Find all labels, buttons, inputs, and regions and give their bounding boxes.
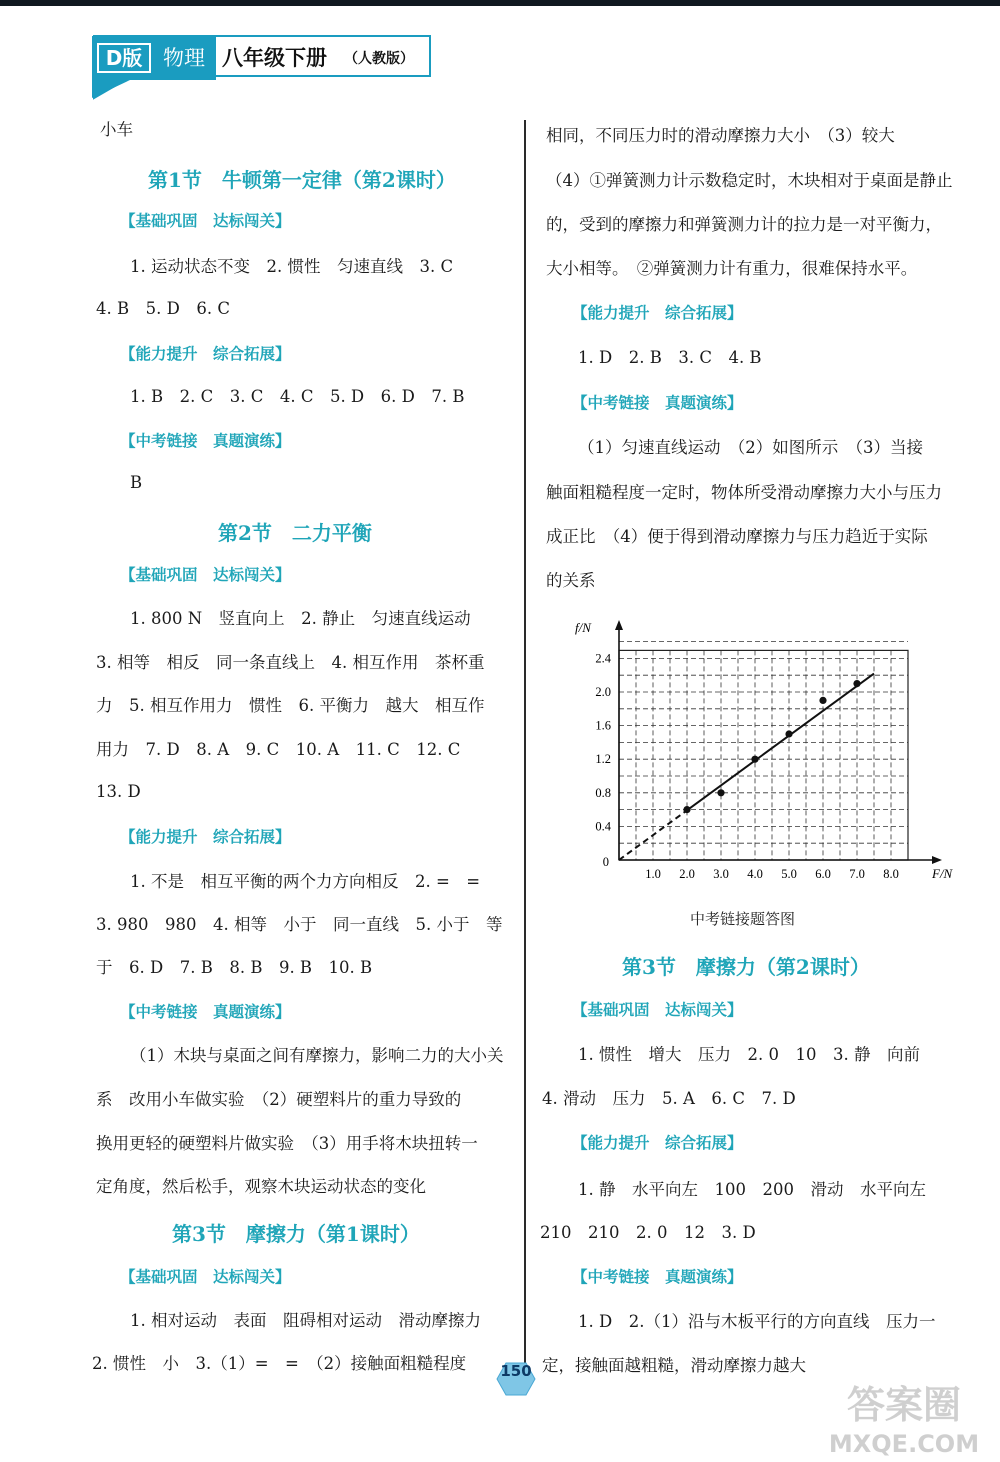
- section-heading: 第2节 二力平衡: [218, 521, 372, 545]
- y-tick-label: 1.6: [595, 718, 611, 733]
- answer-line: 的关系: [546, 571, 596, 590]
- y-axis-arrow: [615, 620, 623, 630]
- answer-line: 定，接触面越粗糙，滑动摩擦力越大: [542, 1356, 806, 1375]
- data-point: [819, 697, 826, 704]
- answer-line: 210 210 2. 0 12 3. D: [540, 1223, 756, 1242]
- x-tick-label: 5.0: [781, 867, 797, 881]
- answer-line: B: [130, 473, 143, 492]
- answer-line: 1. D 2. B 3. C 4. B: [578, 348, 762, 367]
- answer-line: 系 改用小车做实验 （2）硬塑料片的重力导致的: [96, 1090, 462, 1109]
- x-tick-label: 4.0: [747, 867, 763, 881]
- answer-line: 1. 相对运动 表面 阻碍相对运动 滑动摩擦力: [130, 1311, 481, 1330]
- answer-line: 1. 不是 相互平衡的两个力方向相反 2. = =: [130, 872, 481, 891]
- watermark-logo: [818, 1378, 990, 1458]
- watermark-url: MXQE.COM: [828, 1430, 980, 1458]
- answer-line: 力 5. 相互作用力 惯性 6. 平衡力 越大 相互作: [96, 696, 485, 715]
- grade-title: 八年级下册: [222, 45, 327, 70]
- column-divider: [524, 120, 526, 1390]
- x-tick-label: 7.0: [849, 867, 865, 881]
- subsection-label: 【能力提升 综合拓展】: [572, 1134, 743, 1152]
- answer-line: 触面粗糙程度一定时，物体所受滑动摩擦力大小与压力: [546, 483, 942, 502]
- subsection-label: 【中考链接 真题演练】: [120, 1003, 291, 1021]
- answer-line: 4. 滑动 压力 5. A 6. C 7. D: [542, 1089, 796, 1108]
- fit-line: [687, 674, 874, 811]
- answer-line: （1）木块与桌面之间有摩擦力，影响二力的大小关: [130, 1046, 504, 1065]
- subsection-label: 【基础巩固 达标闯关】: [120, 212, 291, 230]
- y-axis-label: f/N: [575, 620, 591, 635]
- x-tick-label: 2.0: [679, 867, 695, 881]
- subsection-label: 【中考链接 真题演练】: [120, 432, 291, 450]
- answer-line: 小车: [100, 120, 133, 139]
- y-tick-label: 2.4: [595, 651, 611, 666]
- x-tick-label: 1.0: [645, 867, 661, 881]
- y-tick-label: 0.4: [595, 819, 611, 834]
- page-number: 150: [500, 1362, 532, 1380]
- subsection-label: 【能力提升 综合拓展】: [572, 304, 743, 322]
- answer-line: 1. 运动状态不变 2. 惯性 匀速直线 3. C: [130, 257, 454, 276]
- section-heading: 第1节 牛顿第一定律（第2课时）: [148, 168, 456, 192]
- answer-line: 换用更轻的硬塑料片做实验 （3）用手将木块扭转一: [96, 1134, 478, 1153]
- answer-line: 成正比 （4）便于得到滑动摩擦力与压力趋近于实际: [546, 527, 928, 546]
- answer-line: 1. B 2. C 3. C 4. C 5. D 6. D 7. B: [130, 387, 465, 406]
- answer-line: 3. 980 980 4. 相等 小于 同一直线 5. 小于 等: [96, 915, 503, 934]
- answer-line: （1）匀速直线运动 （2）如图所示 （3）当接: [578, 438, 923, 457]
- data-point: [853, 680, 860, 687]
- x-tick-label: 8.0: [883, 867, 899, 881]
- answer-line: 1. D 2.（1）沿与木板平行的方向直线 压力一: [578, 1312, 936, 1331]
- y-tick-label: 0.8: [595, 785, 611, 800]
- chart-caption: 中考链接题答图: [690, 910, 796, 928]
- subsection-label: 【基础巩固 达标闯关】: [120, 1268, 291, 1286]
- x-axis-label: F/N: [932, 866, 953, 881]
- section-heading: 第3节 摩擦力（第2课时）: [622, 955, 870, 979]
- edition-tag: （人教版）: [344, 51, 414, 67]
- subsection-label: 【中考链接 真题演练】: [572, 394, 743, 412]
- data-point: [751, 756, 758, 763]
- subsection-label: 【能力提升 综合拓展】: [120, 345, 291, 363]
- answer-line: 相同，不同压力时的滑动摩擦力大小 （3）较大: [546, 126, 895, 145]
- answer-line: 定角度，然后松手，观察木块运动状态的变化: [96, 1177, 426, 1196]
- answer-line: 用力 7. D 8. A 9. C 10. A 11. C 12. C: [96, 740, 461, 759]
- subsection-label: 【中考链接 真题演练】: [572, 1268, 743, 1286]
- answer-line: 4. B 5. D 6. C: [96, 299, 230, 318]
- y-tick-label: 2.0: [595, 685, 611, 699]
- answer-line: 1. 800 N 竖直向上 2. 静止 匀速直线运动: [130, 609, 471, 628]
- page-header: [92, 36, 432, 96]
- subsection-label: 【基础巩固 达标闯关】: [572, 1001, 743, 1019]
- answer-line: 1. 惯性 增大 压力 2. 0 10 3. 静 向前: [578, 1045, 920, 1064]
- data-point: [717, 789, 724, 796]
- friction-force-chart: [568, 616, 953, 886]
- data-point: [683, 806, 690, 813]
- answer-line: 1. 静 水平向左 100 200 滑动 水平向左: [578, 1180, 926, 1199]
- section-heading: 第3节 摩擦力（第1课时）: [172, 1222, 420, 1246]
- subsection-label: 【基础巩固 达标闯关】: [120, 566, 291, 584]
- x-tick-label: 3.0: [713, 867, 729, 881]
- subsection-label: 【能力提升 综合拓展】: [120, 828, 291, 846]
- page-number-badge: [496, 1362, 536, 1396]
- answer-line: 的，受到的摩擦力和弹簧测力计的拉力是一对平衡力，: [546, 215, 942, 234]
- answer-line: 于 6. D 7. B 8. B 9. B 10. B: [96, 958, 373, 977]
- edition-badge: D版: [105, 46, 143, 70]
- answer-line: 13. D: [96, 782, 141, 801]
- x-axis-arrow: [932, 856, 942, 864]
- data-point: [785, 730, 792, 737]
- subject-label: 物理: [163, 46, 205, 70]
- origin-label: 0: [602, 855, 609, 869]
- y-tick-label: 1.2: [595, 752, 611, 767]
- answer-line: 2. 惯性 小 3.（1）= = （2）接触面粗糙程度: [92, 1354, 467, 1373]
- answer-line: 大小相等。 ②弹簧测力计有重力，很难保持水平。: [546, 259, 918, 278]
- answer-line: 3. 相等 相反 同一条直线上 4. 相互作用 茶杯重: [96, 653, 485, 672]
- watermark-text: 答案圈: [846, 1383, 962, 1427]
- top-border: [0, 0, 1000, 6]
- answer-line: （4）①弹簧测力计示数稳定时，木块相对于桌面是静止: [546, 171, 953, 190]
- x-tick-label: 6.0: [815, 867, 831, 881]
